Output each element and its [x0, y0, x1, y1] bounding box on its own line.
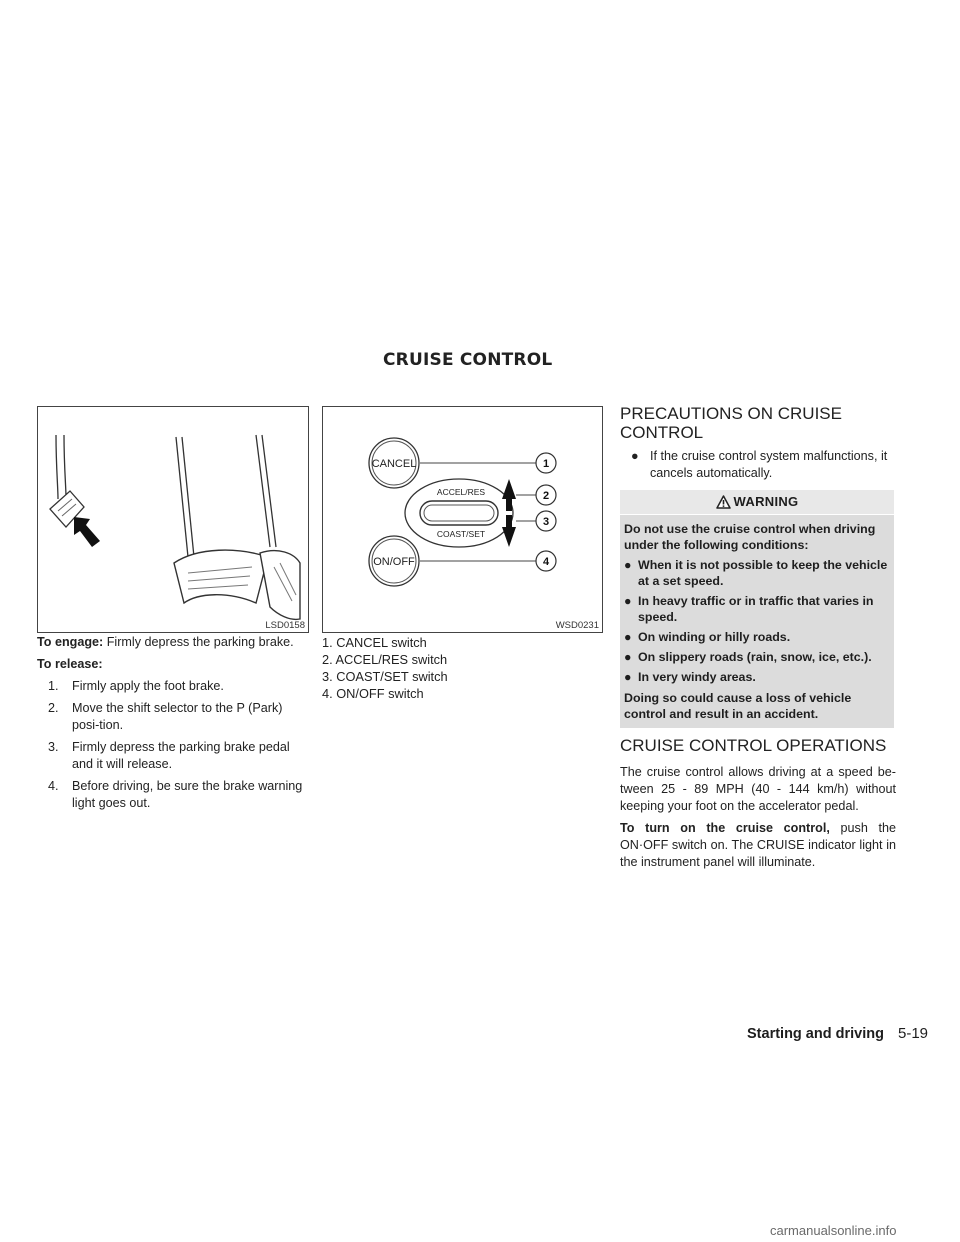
warning-item-text: On slippery roads (rain, snow, ice, etc.). — [638, 650, 872, 664]
warning-item-text: In very windy areas. — [638, 670, 756, 684]
warning-body — [620, 515, 894, 728]
warning-item — [624, 557, 890, 589]
legend-item: 3. COAST/SET switch — [322, 669, 448, 684]
parking-brake-instructions — [37, 634, 309, 817]
step-text: Move the shift selector to the P (Park) posi-tion. — [72, 701, 283, 732]
step-text: Before driving, be sure the brake warning light goes out. — [72, 779, 303, 810]
warning-triangle-icon — [716, 495, 731, 509]
coast-set-label: COAST/SET — [436, 529, 486, 539]
operations-section — [620, 736, 896, 876]
warning-item-text: In heavy traffic or in traffic that varies in speed. — [638, 594, 874, 624]
cancel-label: CANCEL — [371, 458, 417, 470]
step-text: Firmly apply the foot brake. — [72, 679, 224, 693]
precautions-section — [620, 404, 896, 482]
release-step — [37, 739, 309, 773]
cruise-switch-illustration — [323, 407, 602, 632]
warning-item — [624, 593, 890, 625]
page-footer — [747, 1025, 928, 1042]
warning-item — [624, 629, 890, 645]
precaution-text: If the cruise control system malfunctions, it cancels automatically. — [650, 449, 888, 480]
engage-paragraph — [37, 634, 309, 651]
warning-item — [624, 669, 890, 685]
callout-1: 1 — [542, 458, 550, 470]
figure-code: WSD0231 — [555, 620, 599, 631]
turn-on-text: push the ON·OFF switch on. The CRUISE indicator light in the instrument panel will illuminate. — [620, 821, 897, 869]
section-title: CRUISE CONTROL — [383, 350, 553, 370]
bullet-dot: ● — [624, 558, 632, 572]
warning-item-text: On winding or hilly roads. — [638, 630, 791, 644]
precautions-heading: PRECAUTIONS ON CRUISE CONTROL — [620, 404, 842, 442]
callout-3: 3 — [542, 516, 550, 528]
cruise-switch-figure — [322, 406, 603, 633]
legend-item: 2. ACCEL/RES switch — [322, 652, 448, 667]
accel-res-label: ACCEL/RES — [436, 487, 486, 497]
warning-item — [624, 649, 890, 665]
step-text: Firmly depress the parking brake pedal and it will release. — [72, 740, 290, 771]
bullet-dot: ● — [624, 630, 632, 644]
release-label: To release: — [37, 657, 103, 671]
release-step — [37, 700, 309, 734]
engage-text: Firmly depress the parking brake. — [106, 635, 294, 649]
step-number: 1. — [48, 679, 59, 693]
operations-heading: CRUISE CONTROL OPERATIONS — [620, 736, 887, 755]
switch-legend — [322, 634, 602, 702]
warning-item-text: When it is not possible to keep the vehicle at a set speed. — [638, 558, 888, 588]
precaution-bullet — [620, 448, 896, 482]
engage-label: To engage: — [37, 635, 104, 649]
callout-2: 2 — [542, 490, 550, 502]
watermark: carmanualsonline.info — [770, 1223, 897, 1238]
release-step — [37, 778, 309, 812]
callout-4: 4 — [542, 556, 550, 568]
bullet-dot: ● — [631, 449, 639, 463]
turn-on-label: To turn on the cruise control, — [620, 821, 830, 835]
parking-brake-figure — [37, 406, 309, 633]
bullet-dot: ● — [624, 594, 632, 608]
page-number: 5-19 — [897, 1025, 929, 1042]
warning-header — [620, 490, 894, 515]
chapter-name: Starting and driving — [747, 1026, 884, 1042]
bullet-dot: ● — [624, 670, 632, 684]
on-off-label: ON/OFF — [373, 556, 415, 568]
step-number: 2. — [48, 701, 59, 715]
turn-on-paragraph — [620, 820, 896, 871]
release-step — [37, 678, 309, 695]
warning-intro: Do not use the cruise control when driving under the following conditions: — [624, 522, 876, 552]
bullet-dot: ● — [624, 650, 632, 664]
figure-code: LSD0158 — [265, 620, 305, 631]
warning-box — [620, 490, 894, 728]
warning-title: WARNING — [733, 494, 799, 509]
parking-brake-illustration — [38, 407, 308, 632]
step-number: 3. — [48, 740, 59, 754]
step-number: 4. — [48, 779, 59, 793]
warning-outro: Doing so could cause a loss of vehicle control and result in an accident. — [624, 691, 852, 721]
operations-paragraph: The cruise control allows driving at a speed be-tween 25 - 89 MPH (40 - 144 km/h) without keeping your foot on the accelerator pedal. — [620, 765, 896, 813]
legend-item: 4. ON/OFF switch — [322, 686, 424, 701]
legend-item: 1. CANCEL switch — [322, 635, 427, 650]
